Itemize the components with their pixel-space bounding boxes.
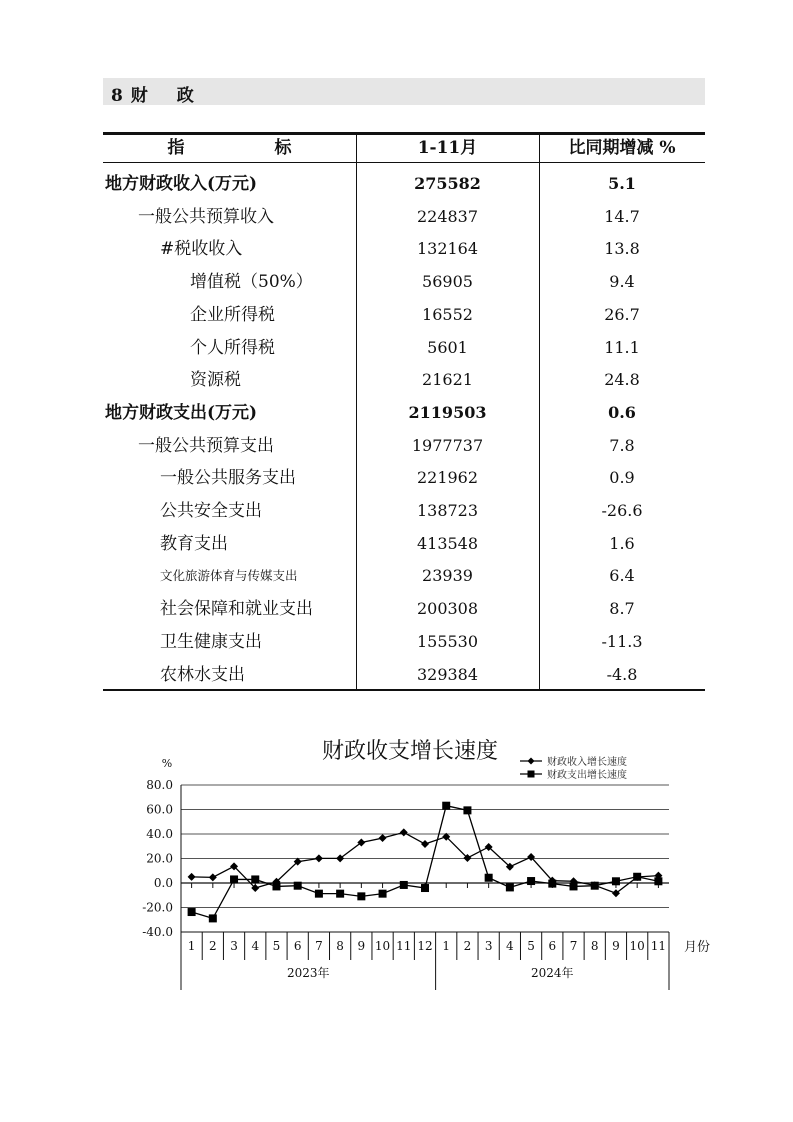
growth-chart <box>0 720 793 1000</box>
row-change: 13.8 <box>604 239 640 259</box>
x-tick-label: 9 <box>612 939 620 953</box>
table-row <box>103 397 705 429</box>
row-change: -4.8 <box>606 664 638 684</box>
row-value: 221962 <box>416 468 479 488</box>
data-point-revenue <box>379 834 387 842</box>
row-value: 155530 <box>416 631 479 651</box>
header-indicator-a: 指 <box>167 138 185 158</box>
data-point-expenditure <box>336 890 344 898</box>
group-label: 2024年 <box>531 966 574 980</box>
data-point-expenditure <box>633 873 641 881</box>
row-change: 7.8 <box>609 435 635 455</box>
row-value: 413548 <box>416 533 479 553</box>
header-indicator-b: 标 <box>274 138 292 158</box>
row-change: 9.4 <box>609 272 635 292</box>
x-tick-label: 2 <box>463 939 472 953</box>
row-value: 138723 <box>416 501 479 520</box>
y-tick-label: 0.0 <box>153 876 173 890</box>
row-indicator: 一般公共服务支出 <box>160 468 296 489</box>
row-indicator: 卫生健康支出 <box>160 631 262 652</box>
legend-label: 财政支出增长速度 <box>547 770 627 781</box>
row-indicator: 公共安全支出 <box>160 501 262 521</box>
row-indicator: 地方财政收入(万元) <box>105 174 258 194</box>
x-tick-label: 4 <box>251 939 260 953</box>
row-value: 16552 <box>422 304 473 324</box>
row-change: 1.6 <box>609 533 635 553</box>
row-indicator: 个人所得税 <box>190 337 275 358</box>
data-point-expenditure <box>506 883 514 891</box>
x-tick-label: 3 <box>484 939 493 953</box>
table-row <box>103 495 705 527</box>
y-tick-label: 20.0 <box>146 851 173 866</box>
data-point-expenditure <box>527 877 535 885</box>
data-point-expenditure <box>654 877 662 885</box>
table-row <box>103 626 705 658</box>
x-tick-label: 8 <box>590 939 599 953</box>
table-row <box>103 430 705 462</box>
x-tick-label: 2 <box>209 939 217 953</box>
data-point-revenue <box>188 873 196 881</box>
row-value: 329384 <box>416 664 479 684</box>
y-tick-label: 40.0 <box>146 827 173 841</box>
data-point-revenue <box>209 873 217 881</box>
y-tick-label: -20.0 <box>142 900 173 915</box>
data-point-expenditure <box>315 890 323 898</box>
data-point-expenditure <box>188 908 196 916</box>
table-row <box>103 364 705 396</box>
section-number: 8 <box>111 86 124 106</box>
table-row <box>103 233 705 265</box>
row-change: 24.8 <box>604 370 640 390</box>
row-value: 132164 <box>416 239 479 259</box>
row-value: 21621 <box>422 370 473 390</box>
row-change: 26.7 <box>604 304 640 324</box>
data-point-expenditure <box>442 802 450 810</box>
x-tick-label: 5 <box>527 939 535 953</box>
row-change: 14.7 <box>604 206 640 226</box>
row-value: 23939 <box>422 566 473 586</box>
x-tick-label: 4 <box>506 939 514 953</box>
data-point-expenditure <box>570 882 578 890</box>
row-indicator: 一般公共预算支出 <box>138 435 274 456</box>
data-point-expenditure <box>591 882 599 890</box>
row-indicator: 社会保障和就业支出 <box>160 599 313 620</box>
data-point-expenditure <box>209 914 217 922</box>
y-tick-label: -40.0 <box>142 925 173 939</box>
x-tick-label: 11 <box>650 939 667 953</box>
row-value: 5601 <box>427 337 468 357</box>
row-indicator: 企业所得税 <box>190 304 275 325</box>
table-row <box>103 299 705 331</box>
table-row <box>103 462 705 494</box>
row-indicator: 农林水支出 <box>160 664 245 685</box>
data-point-expenditure <box>485 874 493 882</box>
row-value: 275582 <box>414 174 481 193</box>
x-tick-label: 7 <box>569 939 578 953</box>
data-point-expenditure <box>230 875 238 883</box>
data-point-revenue <box>315 854 323 862</box>
data-point-expenditure <box>379 890 387 898</box>
section-title-a: 财 <box>130 86 149 106</box>
y-tick-label: 80.0 <box>146 778 173 792</box>
table-row <box>103 201 705 233</box>
x-tick-label: 10 <box>629 939 645 953</box>
x-tick-label: 6 <box>548 939 557 953</box>
row-indicator: 地方财政支出(万元) <box>105 402 258 423</box>
row-value: 1977737 <box>411 435 484 455</box>
row-indicator: 增值税（50%） <box>190 272 313 293</box>
data-point-revenue <box>400 828 408 836</box>
legend-marker-square <box>528 771 535 778</box>
x-tick-label: 6 <box>293 939 302 953</box>
row-change: -26.6 <box>601 501 643 520</box>
section-header <box>103 78 705 105</box>
row-indicator: 教育支出 <box>160 533 228 554</box>
table-row <box>103 168 705 200</box>
data-point-revenue <box>421 840 429 848</box>
legend-label: 财政收入增长速度 <box>547 757 627 768</box>
x-tick-label: 10 <box>374 939 391 953</box>
row-change: 8.7 <box>609 599 635 619</box>
table-row <box>103 332 705 364</box>
x-tick-label: 8 <box>336 939 344 953</box>
x-tick-label: 12 <box>417 939 433 953</box>
header-indicator <box>103 135 356 162</box>
header-period: 1-11月 <box>417 138 478 158</box>
table-header-rule <box>103 162 705 163</box>
table-row <box>103 593 705 625</box>
data-point-expenditure <box>548 880 556 888</box>
series-line-2 <box>192 806 659 919</box>
table-row <box>103 560 705 592</box>
x-tick-label: 1 <box>187 939 196 953</box>
data-point-expenditure <box>421 884 429 892</box>
data-point-expenditure <box>400 881 408 889</box>
chart-svg <box>0 720 793 1000</box>
data-point-expenditure <box>612 877 620 885</box>
section-title <box>111 81 195 106</box>
row-value: 224837 <box>416 206 479 226</box>
data-point-expenditure <box>463 806 471 814</box>
x-tick-label: 1 <box>442 939 451 953</box>
x-axis-label: 月份 <box>683 940 711 955</box>
table-row <box>103 528 705 560</box>
chart-title: 财政收支增长速度 <box>321 739 499 764</box>
x-tick-label: 3 <box>230 939 238 953</box>
row-change: 11.1 <box>604 337 640 357</box>
x-tick-label: 7 <box>315 939 323 953</box>
data-point-expenditure <box>251 875 259 883</box>
data-point-expenditure <box>294 882 302 890</box>
data-point-expenditure <box>272 882 280 890</box>
group-label: 2023年 <box>287 966 330 980</box>
row-indicator: 文化旅游体育与传媒支出 <box>160 568 298 584</box>
legend-marker-diamond <box>528 758 535 765</box>
x-tick-label: 5 <box>272 939 281 953</box>
row-change: 5.1 <box>608 174 636 193</box>
row-indicator: #税收收入 <box>160 239 243 260</box>
section-title-b: 政 <box>176 86 195 106</box>
data-point-expenditure <box>357 892 365 900</box>
table-row <box>103 266 705 298</box>
row-indicator: 一般公共预算收入 <box>138 206 274 227</box>
row-change: 0.6 <box>608 402 636 422</box>
x-tick-label: 9 <box>357 939 366 953</box>
row-value: 2119503 <box>408 402 487 422</box>
table-row <box>103 659 705 691</box>
y-axis-label: % <box>161 757 173 770</box>
row-change: -11.3 <box>601 631 643 651</box>
row-change: 0.9 <box>609 468 635 488</box>
row-value: 56905 <box>422 272 473 292</box>
row-value: 200308 <box>416 599 479 619</box>
row-indicator: 资源税 <box>190 370 241 391</box>
header-change: 比同期增减 % <box>568 138 676 158</box>
row-change: 6.4 <box>609 566 635 586</box>
y-tick-label: 60.0 <box>146 802 173 817</box>
x-tick-label: 11 <box>396 939 412 953</box>
